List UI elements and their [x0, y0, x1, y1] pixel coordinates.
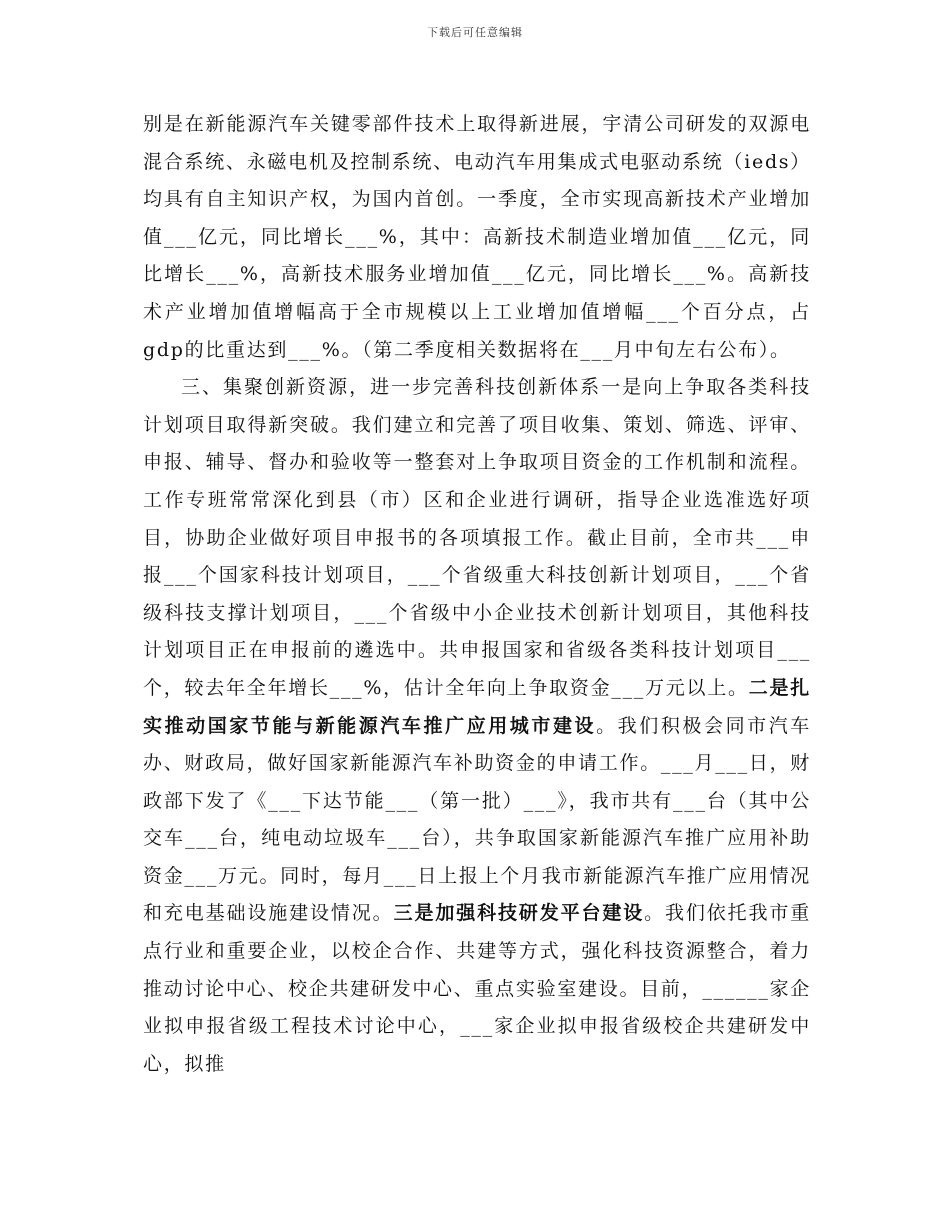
paragraph-2 [143, 369, 811, 1083]
paragraph-2-heading-d: 三是加强科技研发平台建设 [393, 902, 645, 925]
paragraph-2-heading-b: 二是扎实推动国家节能与新能源汽车推广应用城市建设 [143, 676, 811, 737]
paragraph-2-text-a: 三、集聚创新资源，进一步完善科技创新体系一是向上争取各类科技计划项目取得新突破。我们建立和完善了项目收集、策划、筛选、评审、申报、辅导、督办和验收等一整套对上争取项目资金的工作机制和流程。工作专班常常深化到县（市）区和企业进行调研，指导企业选准选好项目，协助企业做好项目申报书的各项填报工作。截止目前，全市共___申报___个国家科技计划项目，___个省级重大科技创新计划项目，___个省级科技支撑计划项目，___个省级中小企业技术创新计划项目，其他科技计划项目正在申报前的遴选中。共申报国家和省级各类科技计划项目___个，较去年全年增长___%，估计全年向上争取资金___万元以上。 [143, 376, 811, 699]
paragraph-2-text-e: 。我们依托我市重点行业和重要企业，以校企合作、共建等方式，强化科技资源整合，着力推动讨论中心、校企共建研发中心、重点实验室建设。目前，______家企业拟申报省级工程技术讨论中心，___家企业拟申报省级校企共建研发中心，拟推 [143, 902, 811, 1075]
page-header: 下载后可任意编辑 [427, 26, 523, 39]
paragraph-1: 别是在新能源汽车关键零部件技术上取得新进展，宇清公司研发的双源电混合系统、永磁电机及控制系统、电动汽车用集成式电驱动系统（ieds）均具有自主知识产权，为国内首创。一季度，全市实现高新技术产业增加值___亿元，同比增长___%，其中：高新技术制造业增加值___亿元，同比增长___%，高新技术服务业增加值___亿元，同比增长___%。高新技术产业增加值增幅高于全市规模以上工业增加值增幅___个百分点，占gdp的比重达到___%。（第二季度相关数据将在___月中旬左右公布）。 [143, 113, 811, 361]
paragraph-2-text-c: 。我们积极会同市汽车办、财政局，做好国家新能源汽车补助资金的申请工作。___月___日，财政部下发了《___下达节能___（第一批）___》，我市共有___台（其中公交车___台，纯电动垃圾车___台），共争取国家新能源汽车推广应用补助资金___万元。同时，每月___日上报上个月我市新能源汽车推广应用情况和充电基础设施建设情况。 [143, 714, 811, 925]
document-body [143, 106, 811, 1083]
